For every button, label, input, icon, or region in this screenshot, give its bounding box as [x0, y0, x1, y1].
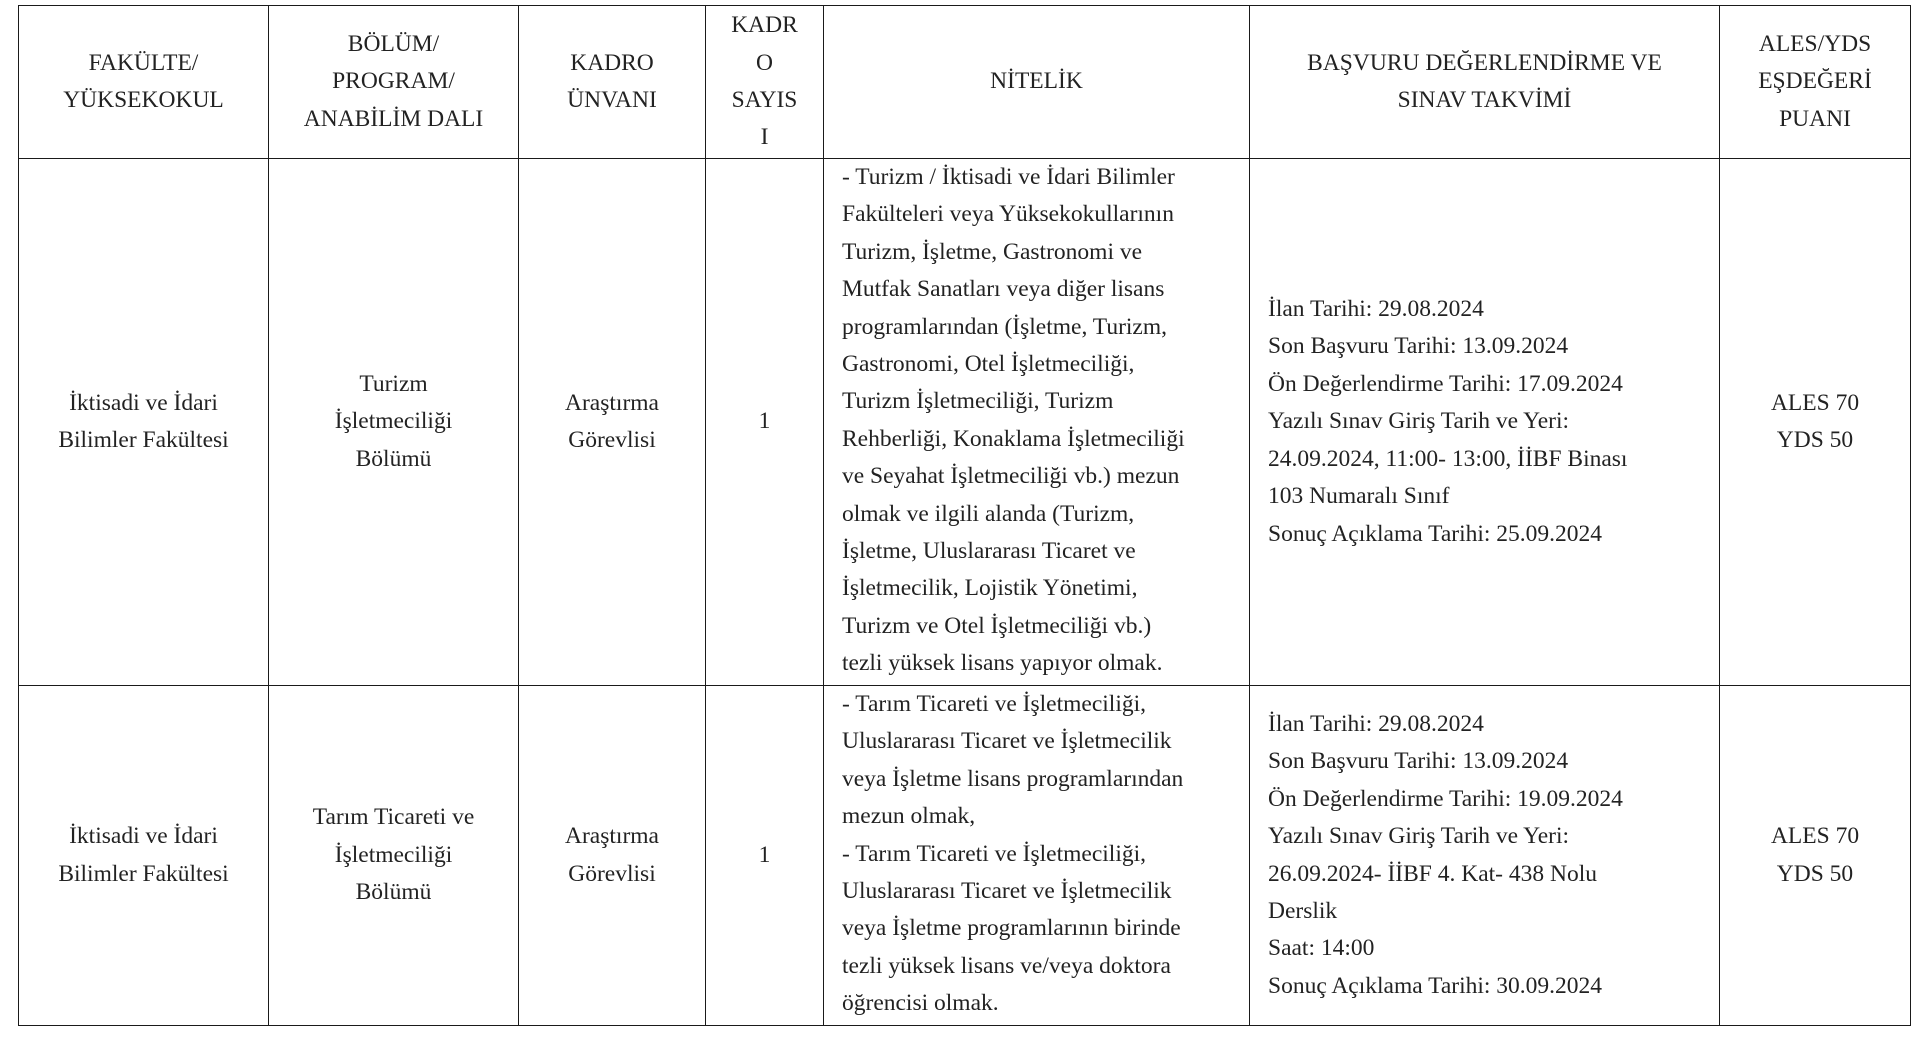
header-score: [1720, 6, 1911, 159]
cell-line: Araştırma: [565, 823, 659, 850]
cell-line: Bölümü: [355, 445, 432, 472]
cell-line: İşletmecilik, Lojistik Yönetimi,: [842, 575, 1138, 602]
cell-line: Uluslararası Ticaret ve İşletmecilik: [842, 878, 1172, 905]
cell-department: [269, 686, 519, 1026]
cell-line: öğrencisi olmak.: [842, 990, 999, 1017]
header-line: ÜNVANI: [567, 87, 657, 113]
cell-department: [269, 159, 519, 686]
header-line: PUANI: [1779, 105, 1851, 132]
cell-line: Sonuç Açıklama Tarihi: 25.09.2024: [1268, 520, 1603, 547]
header-line: SINAV TAKVİMİ: [1397, 87, 1572, 113]
cell-line: Turizm, İşletme, Gastronomi ve: [842, 238, 1143, 265]
header-line: YÜKSEKOKUL: [63, 87, 224, 113]
cell-line: İktisadi ve İdari: [69, 389, 218, 416]
cell-line: İlan Tarihi: 29.08.2024: [1268, 296, 1484, 323]
cell-line: Son Başvuru Tarihi: 13.09.2024: [1268, 748, 1569, 775]
header-faculty: [19, 6, 269, 159]
header-schedule: [1250, 6, 1720, 159]
header-line: NİTELİK: [990, 68, 1083, 95]
cell-schedule: [1250, 686, 1720, 1026]
cell-line: Araştırma: [565, 389, 659, 416]
cell-line: İlan Tarihi: 29.08.2024: [1268, 710, 1484, 737]
cell-line: YDS 50: [1776, 427, 1854, 453]
table-header-row: [19, 6, 1911, 159]
cell-line: Bilimler Fakültesi: [58, 427, 229, 453]
cell-line: Turizm ve Otel İşletmeciliği vb.): [842, 612, 1152, 639]
cell-title: [519, 686, 706, 1026]
cell-qualification: [824, 686, 1250, 1026]
cell-line: Bilimler Fakültesi: [58, 860, 229, 887]
header-line: KADRO: [570, 49, 654, 76]
cell-title: [519, 159, 706, 686]
cell-line: Sonuç Açıklama Tarihi: 30.09.2024: [1268, 972, 1603, 999]
cell-line: YDS 50: [1776, 860, 1854, 887]
table-row: [19, 159, 1911, 686]
header-line: FAKÜLTE/: [88, 49, 199, 76]
cell-line: Yazılı Sınav Giriş Tarih ve Yeri:: [1268, 823, 1570, 850]
cell-line: - Tarım Ticareti ve İşletmeciliği,: [842, 691, 1147, 717]
cell-line: 26.09.2024- İİBF 4. Kat- 438 Nolu: [1268, 860, 1597, 887]
cell-line: veya İşletme lisans programlarından: [842, 765, 1184, 792]
cell-line: programlarından (İşletme, Turizm,: [842, 313, 1168, 340]
cell-line: - Tarım Ticareti ve İşletmeciliği,: [842, 840, 1147, 867]
cell-faculty: [19, 159, 269, 686]
cell-line: Uluslararası Ticaret ve İşletmecilik: [842, 728, 1172, 755]
header-line: O: [756, 49, 773, 76]
table-row: [19, 686, 1911, 1026]
cell-line: Rehberliği, Konaklama İşletmeciliği: [842, 425, 1185, 452]
header-line: ALES/YDS: [1758, 30, 1872, 57]
cell-line: Mutfak Sanatları veya diğer lisans: [842, 276, 1165, 303]
header-title: [519, 6, 706, 159]
cell-line: Son Başvuru Tarihi: 13.09.2024: [1268, 333, 1569, 360]
header-line: BÖLÜM/: [347, 30, 440, 57]
cell-count: 1: [706, 159, 824, 686]
cell-line: Turizm İşletmeciliği, Turizm: [842, 388, 1114, 415]
cell-line: tezli yüksek lisans yapıyor olmak.: [842, 650, 1163, 677]
cell-line: olmak ve ilgili alanda (Turizm,: [842, 500, 1135, 527]
cell-line: Görevlisi: [568, 427, 656, 453]
cell-line: Bölümü: [355, 879, 432, 906]
cell-schedule: [1250, 159, 1720, 686]
cell-line: Gastronomi, Otel İşletmeciliği,: [842, 351, 1135, 378]
position-table: [18, 5, 1911, 1026]
cell-line: ALES 70: [1770, 389, 1860, 416]
cell-line: Tarım Ticareti ve: [312, 804, 475, 831]
cell-line: veya İşletme programlarının birinde: [842, 915, 1181, 942]
cell-score: [1720, 686, 1911, 1026]
header-line: KADR: [731, 12, 798, 39]
header-count: [706, 6, 824, 159]
cell-line: Ön Değerlendirme Tarihi: 17.09.2024: [1268, 370, 1623, 397]
cell-line: - Turizm / İktisadi ve İdari Bilimler: [842, 164, 1175, 190]
cell-line: Derslik: [1268, 897, 1338, 924]
cell-line: Ön Değerlendirme Tarihi: 19.09.2024: [1268, 785, 1623, 812]
cell-line: ve Seyahat İşletmeciliği vb.) mezun: [842, 463, 1180, 490]
cell-line: tezli yüksek lisans ve/veya doktora: [842, 952, 1171, 979]
cell-line: 24.09.2024, 11:00- 13:00, İİBF Binası: [1268, 445, 1628, 472]
cell-line: 103 Numaralı Sınıf: [1268, 483, 1450, 510]
cell-line: İşletmeciliği: [334, 841, 453, 868]
header-line: PROGRAM/: [332, 68, 455, 95]
cell-count: 1: [706, 686, 824, 1026]
header-department: [269, 6, 519, 159]
cell-faculty: [19, 686, 269, 1026]
header-line: ANABİLİM DALI: [303, 105, 484, 132]
header-line: I: [760, 124, 769, 151]
cell-qualification: [824, 159, 1250, 686]
cell-line: İktisadi ve İdari: [69, 823, 218, 850]
cell-line: mezun olmak,: [842, 803, 976, 830]
document-page: [18, 5, 1910, 1026]
cell-line: Turizm: [359, 370, 428, 397]
cell-line: Saat: 14:00: [1268, 935, 1375, 962]
cell-line: İşletmeciliği: [334, 408, 453, 435]
cell-line: Yazılı Sınav Giriş Tarih ve Yeri:: [1268, 408, 1570, 435]
cell-line: ALES 70: [1770, 823, 1860, 850]
header-line: BAŞVURU DEĞERLENDİRME VE: [1307, 49, 1662, 76]
cell-line: Görevlisi: [568, 860, 656, 887]
cell-score: [1720, 159, 1911, 686]
cell-line: Fakülteleri veya Yüksekokullarının: [842, 201, 1174, 228]
header-line: EŞDEĞERİ: [1758, 68, 1872, 95]
header-qualification: [824, 6, 1250, 159]
cell-line: İşletme, Uluslararası Ticaret ve: [842, 538, 1136, 565]
header-line: SAYIS: [731, 87, 798, 113]
